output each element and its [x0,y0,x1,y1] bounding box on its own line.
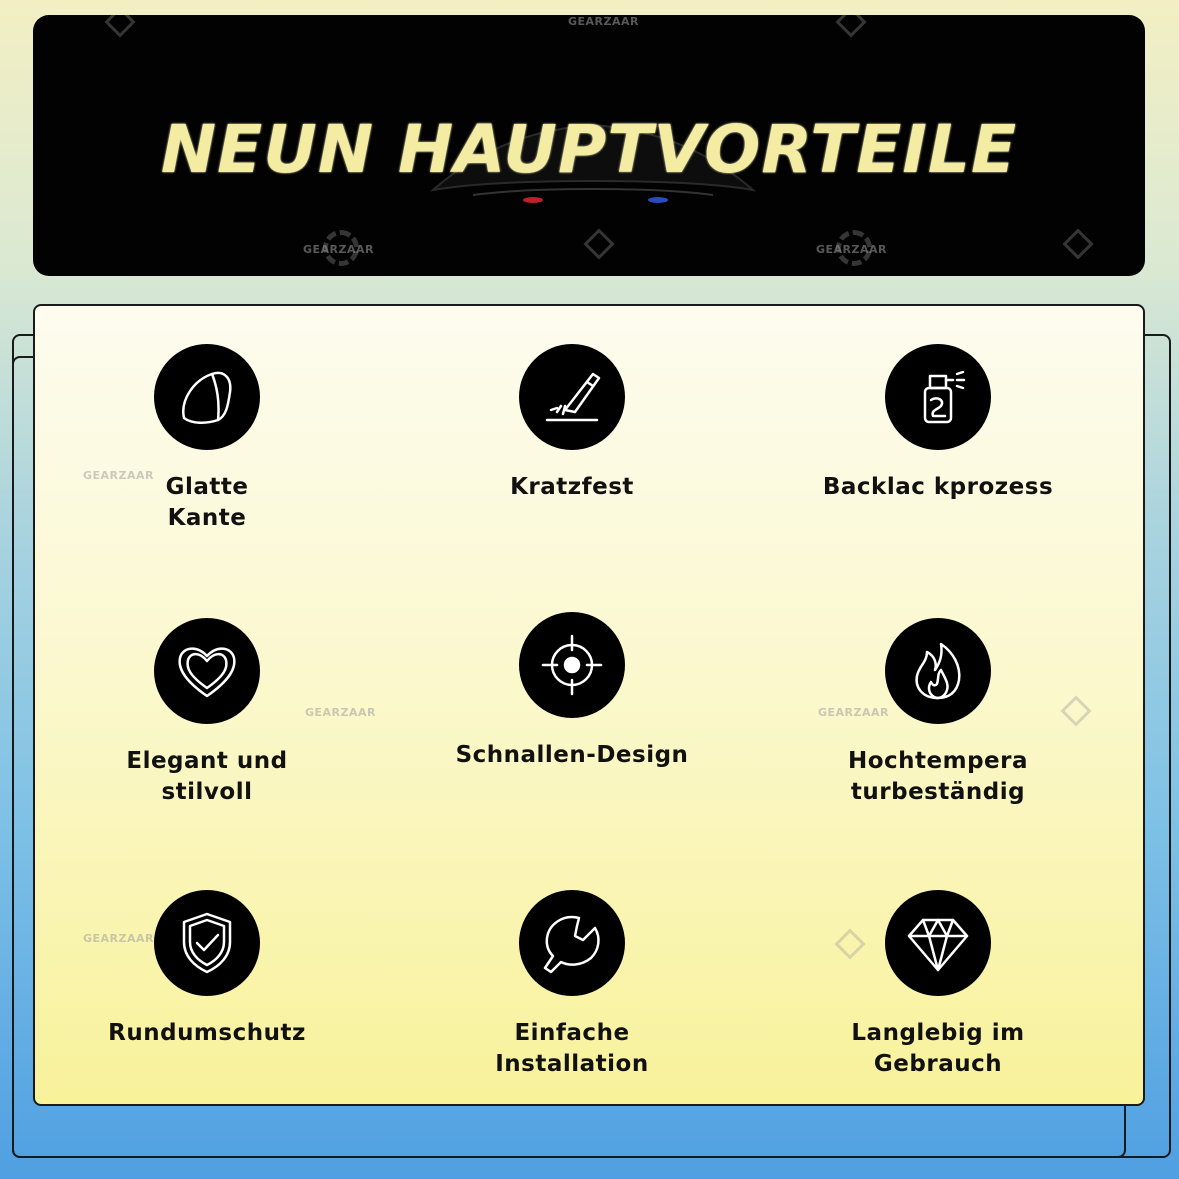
icon-badge [519,344,625,450]
page-title: NEUN HAUPTVORTEILE [160,111,1018,188]
feature-durable [788,890,1088,1080]
icon-badge [154,890,260,996]
feature-baking-process [788,344,1088,503]
crosshair-icon [535,628,609,702]
feature-label: Backlac kprozess [822,474,1054,500]
watermark: GEARZAAR [816,243,887,256]
feature-buckle-design [422,612,722,771]
knife-scratch-icon [535,360,609,434]
feature-scratch-resistant [422,344,722,503]
watermark: GEARZAAR [83,932,154,945]
watermark: GEARZAAR [305,706,376,719]
wrench-icon [535,906,609,980]
watermark: GEARZAAR [568,15,639,28]
icon-badge [519,612,625,718]
watermark: GEARZAAR [303,243,374,256]
watermark: GEARZAAR [818,706,889,719]
diamond-watermark-icon [835,15,866,38]
feature-label: Kratzfest [510,474,634,500]
icon-badge [885,618,991,724]
gear-watermark-icon [836,230,872,266]
feature-label: Hochtempera turbeständig [847,748,1029,805]
gear-watermark-icon [323,230,359,266]
feature-label: Langlebig im Gebrauch [851,1020,1025,1077]
icon-badge [154,618,260,724]
heart-icon [170,634,244,708]
features-panel [33,304,1145,1106]
watermark: GEARZAAR [83,469,154,482]
shield-check-icon [170,906,244,980]
icon-badge [885,344,991,450]
feature-label: Elegant und stilvoll [126,748,288,805]
smooth-edge-icon [170,360,244,434]
title-banner [33,15,1145,276]
feature-label: Glatte Kante [165,474,249,531]
spray-bottle-icon [901,360,975,434]
diamond-watermark-icon [1062,228,1093,259]
feature-easy-installation [422,890,722,1080]
icon-badge [154,344,260,450]
feature-label: Schnallen-Design [455,742,689,768]
diamond-watermark-icon [104,15,135,38]
feature-label: Einfache Installation [495,1020,649,1077]
feature-smooth-edge [57,344,357,534]
feature-label: Rundumschutz [108,1020,306,1046]
flame-icon [901,634,975,708]
icon-badge [519,890,625,996]
feature-all-round-protection [57,890,357,1049]
icon-badge [885,890,991,996]
diamond-icon [901,906,975,980]
